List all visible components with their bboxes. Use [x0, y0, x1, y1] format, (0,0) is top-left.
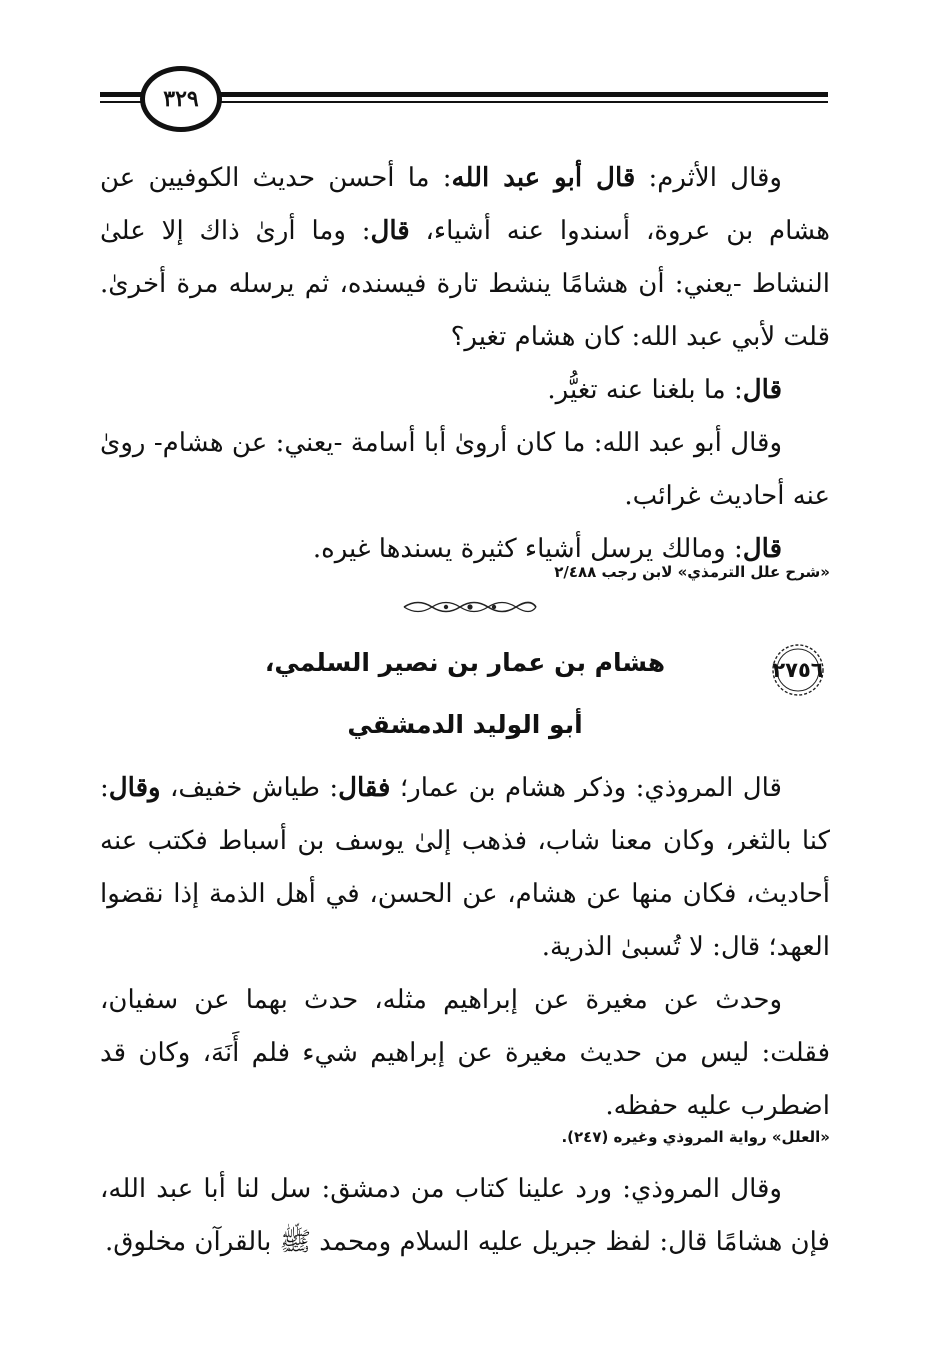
text-run: : ما أحسن حديث الكوفيين عن هشام بن عروة، أسندوا عنه أشياء،: [100, 163, 830, 246]
keyword: قال: [370, 216, 410, 246]
text-run: : ما بلغنا عنه تغيُّر.: [547, 375, 743, 405]
text-run: قال المروذي: وذكر هشام بن عمار؛: [390, 773, 782, 803]
entry-number: ٢٧٥٦: [772, 658, 824, 682]
text-run: : كنا بالثغر، وكان معنا شاب، فذهب إلىٰ يوسف بن أسباط فكتب عنه أحاديث، فكان منها عن هشام، عن الحسن، في أهل الذمة إذا نقضوا العهد؛ قال: لا تُسبىٰ الذرية.: [100, 773, 830, 962]
divider-ornament-icon: [400, 596, 540, 618]
keyword: فقال: [338, 773, 391, 803]
paragraph: [100, 1163, 830, 1269]
paragraph: [100, 152, 830, 364]
page-header: [100, 62, 828, 132]
entry-title-line-2: أبو الوليد الدمشقي: [347, 710, 583, 739]
text-run: : ومالك يرسل أشياء كثيرة يسندها غيره.: [312, 534, 743, 564]
paragraph: [100, 762, 830, 974]
section-1: [100, 152, 830, 576]
text-run: وحدث عن مغيرة عن إبراهيم مثله، حدث بهما عن سفيان، فقلت: ليس من حديث مغيرة عن إبراهيم شيء فلم أَنَهَ، وكان قد اضطرب عليه حفظه.: [100, 985, 830, 1121]
keyword: قال: [742, 534, 782, 564]
page-number: ٣٢٩: [140, 66, 222, 132]
paragraph: [100, 364, 830, 417]
text-run: وقال المروذي: ورد علينا كتاب من دمشق: سل لنا أبا عبد الله، فإن هشامًا قال: لفظ جبريل عليه السلام ومحمد ﷺ بالقرآن مخلوق.: [100, 1174, 830, 1257]
paragraph: [100, 417, 830, 523]
entry-title-line-1: هشام بن عمار بن نصير السلمي،: [264, 648, 666, 677]
keyword: وقال: [108, 773, 161, 803]
section-2: [100, 762, 830, 1133]
text-run: : وما أرىٰ ذاك إلا علىٰ النشاط -يعني: أن هشامًا ينشط تارة فيسنده، ثم يرسله مرة أخرىٰ. قلت لأبي عبد الله: كان هشام تغير؟: [100, 216, 830, 352]
text-run: وقال الأثرم:: [635, 163, 782, 193]
text-run: وقال أبو عبد الله: ما كان أروىٰ أبا أسامة -يعني: عن هشام- روىٰ عنه أحاديث غرائب.: [100, 428, 830, 511]
footnote-2: «العلل» رواية المروذي وغيره (٢٤٧).: [561, 1128, 830, 1146]
keyword: قال أبو عبد الله: [451, 163, 636, 193]
text-run: : طياش خفيف،: [160, 773, 339, 803]
keyword: قال: [742, 375, 782, 405]
section-3: [100, 1163, 830, 1269]
footnote-1: «شرح علل الترمذي» لابن رجب ٢/٤٨٨: [554, 563, 830, 581]
paragraph: [100, 974, 830, 1133]
